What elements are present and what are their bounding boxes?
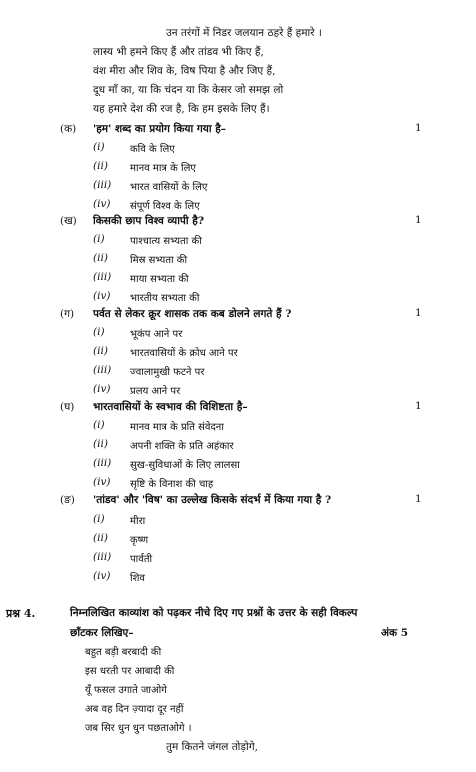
option-text: मानव मात्र के लिए	[130, 163, 196, 174]
question-4-text-line-2: छाँटकर लिखिए–	[70, 627, 134, 639]
poem-line: लास्य भी हमने किए हैं और तांडव भी किए हैं,	[93, 46, 264, 58]
question-text: भारतवासियों के स्वभाव की विशिष्टता है–	[93, 401, 248, 413]
option-number: (iv)	[93, 198, 111, 210]
question-label: (ख)	[60, 215, 77, 227]
poem-line: उन तरंगों में निडर जलयान ठहरे हैं हमारे ।	[166, 27, 322, 39]
poem-line: इस धरती पर आबादी की	[85, 666, 175, 677]
option-text: भूकंप आने पर	[130, 329, 183, 340]
option-text: पार्वती	[130, 554, 153, 565]
option-number: (i)	[93, 326, 105, 338]
option-text: संपूर्ण विश्व के लिए	[130, 201, 200, 212]
option-number: (iii)	[93, 551, 112, 563]
option-text: शिव	[130, 573, 145, 584]
poem-line: अब वह दिन ज़्यादा दूर नहीं	[85, 704, 184, 715]
poem-line: बहुत बड़ी बरबादी की	[85, 647, 162, 658]
option-text: प्रलय आने पर	[130, 386, 181, 397]
option-number: (iv)	[93, 383, 111, 395]
question-label: (ङ)	[60, 494, 75, 506]
poem-line: यूँ फसल उगाते जाओगे	[85, 685, 167, 696]
poem-line: वंश मीरा और शिव के, विष पिया है और जिए हैं,	[93, 65, 276, 77]
option-text: ज्वालामुखी फटने पर	[130, 367, 205, 378]
option-number: (iv)	[93, 290, 111, 302]
option-number: (ii)	[93, 345, 108, 357]
option-number: (ii)	[93, 532, 108, 544]
option-number: (iv)	[93, 476, 111, 488]
option-text: माया सभ्यता की	[130, 274, 189, 285]
option-text: भारतीय सभ्यता की	[130, 293, 200, 304]
option-number: (i)	[93, 233, 105, 245]
question-label: (ग)	[60, 308, 75, 320]
question-marks: 1	[415, 493, 422, 505]
option-text: अपनी शक्ति के प्रति अहंकार	[130, 441, 234, 452]
option-text: मानव मात्र के प्रति संवेदना	[130, 422, 224, 433]
question-text: 'हम' शब्द का प्रयोग किया गया है–	[93, 123, 227, 135]
poem-line: यह हमारे देश की रज है, कि हम इसके लिए हैं।	[93, 103, 270, 115]
option-text: भारत वासियों के लिए	[130, 182, 208, 193]
option-number: (iii)	[93, 271, 112, 283]
option-text: सृष्टि के विनाश की चाह	[130, 479, 214, 490]
question-text: किसकी छाप विश्व व्यापी है?	[93, 215, 205, 227]
question-label: (क)	[60, 123, 77, 135]
option-text: भारतवासियों के क्रोध आने पर	[130, 348, 238, 359]
option-number: (iv)	[93, 570, 111, 582]
question-4-marks: अंक 5	[381, 627, 409, 639]
poem-line: दूध माँ का, या कि चंदन या कि केसर जो समझ लो	[93, 84, 284, 96]
option-number: (i)	[93, 513, 105, 525]
option-text: मिस्र सभ्यता की	[130, 255, 188, 266]
question-marks: 1	[415, 214, 422, 226]
option-number: (i)	[93, 419, 105, 431]
option-text: मीरा	[130, 516, 146, 527]
question-marks: 1	[415, 122, 422, 134]
poem-line: तुम कितने जंगल तोड़ोगे,	[166, 741, 258, 753]
option-text: कृष्ण	[130, 535, 149, 546]
option-number: (ii)	[93, 160, 108, 172]
option-number: (ii)	[93, 438, 108, 450]
question-marks: 1	[415, 400, 422, 412]
question-text: पर्वत से लेकर क्रूर शासक तक कब डोलने लगते हैं ?	[93, 308, 292, 320]
option-text: कवि के लिए	[130, 144, 175, 155]
option-text: सुख-सुविधाओं के लिए लालसा	[130, 460, 240, 471]
option-text: पाश्चात्य सभ्यता की	[130, 236, 202, 247]
option-number: (iii)	[93, 179, 112, 191]
poem-line: जब सिर धुन धुन पछताओगे ।	[85, 723, 192, 734]
option-number: (ii)	[93, 252, 108, 264]
question-4-text-line-1: निम्नलिखित काव्यांश को पढ़कर नीचे दिए गए प्रश्नों के उत्तर के सही विकल्प	[70, 607, 358, 619]
question-label: (घ)	[60, 401, 75, 413]
option-number: (i)	[93, 141, 105, 153]
option-number: (iii)	[93, 364, 112, 376]
question-text: 'तांडव' और 'विष' का उल्लेख किसके संदर्भ में किया गया है ?	[93, 494, 332, 506]
question-4-label: प्रश्न 4.	[6, 607, 36, 620]
option-number: (iii)	[93, 457, 112, 469]
question-marks: 1	[415, 307, 422, 319]
